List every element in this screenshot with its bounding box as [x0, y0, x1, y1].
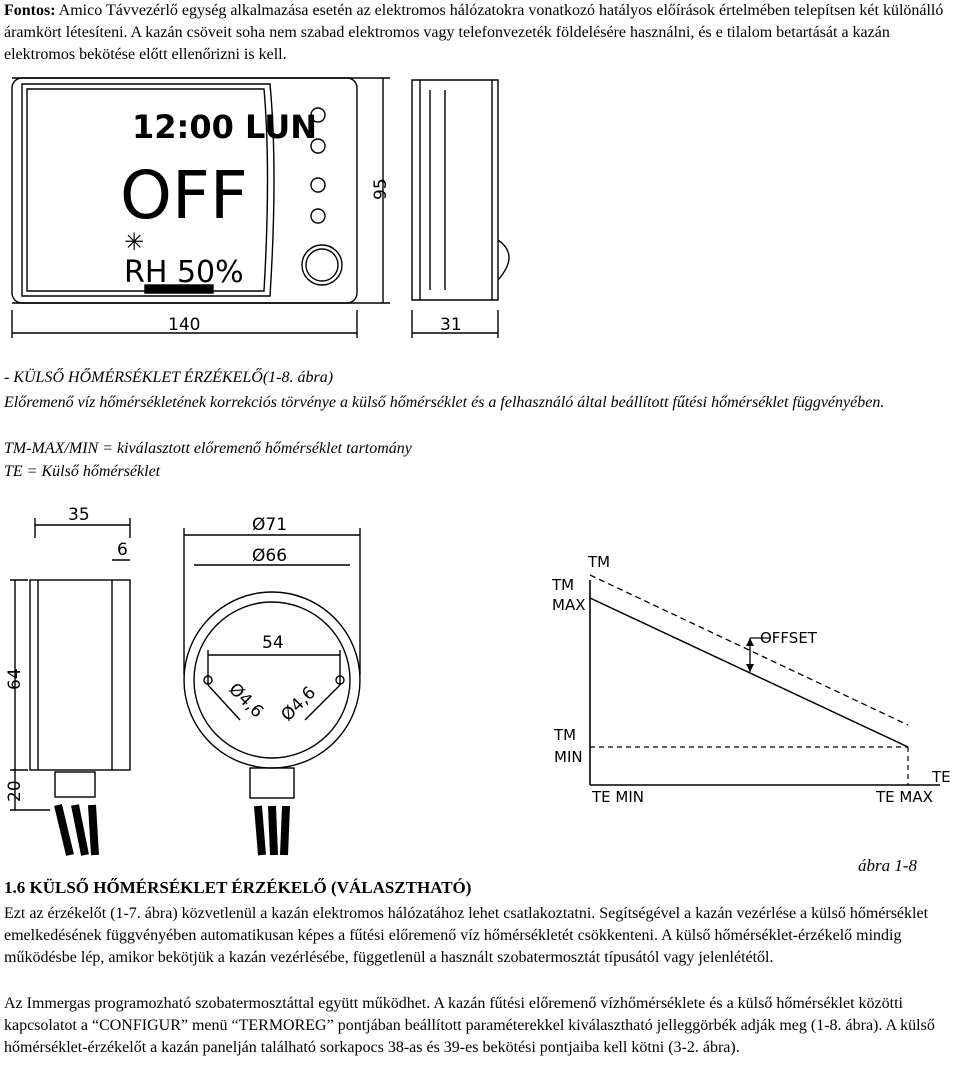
snowflake-icon: ✳	[124, 228, 145, 256]
dim-35-label: 35	[68, 505, 90, 525]
sensor-side-body	[30, 580, 130, 770]
body-paragraph-2: Az Immergas programozható szobatermosztáttal együtt működhet. A kazán fűtési előremenő vízhőmérséklete és a külső hőmérséklet közötti kapcsolatot a “CONFIGUR” menü “TERMOREG” pontjában beállított paraméterekkel kiválasztható jelleggörbék adják meg (1-8. ábra). A külső hőmérséklet-érzékelőt a kazán panelján található sorkapocs 38-as és 39-es bekötési pontjaiba kell kötni (3-2. ábra).	[4, 995, 935, 1056]
offset-curve-line	[590, 575, 908, 725]
display-status: OFF	[120, 157, 248, 234]
sensor-front-outer-ring	[184, 592, 360, 768]
button-icon-4	[311, 209, 325, 223]
tm-label: TM	[588, 553, 611, 571]
tm-min-label-2: MIN	[554, 748, 583, 766]
sensor-tm-definition: TM-MAX/MIN = kiválasztott előremenő hőmérséklet tartomány	[4, 440, 412, 457]
side-knob	[498, 240, 509, 280]
dim-depth-label: 31	[440, 315, 462, 335]
intro-text: Amico Távvezérlő egység alkalmazása esetén az elektromos hálózatokra vonatkozó hatályos előírások értelmében telepítsen két különálló áramkört létesíteni. A kazán csöveit soha nem szabad elektromos vagy telefonvezeték földelésére használni, és e tilalom betartását a kazán elektromos bekötése előtt ellenőrizni is kell.	[4, 2, 944, 63]
sensor-title: - KÜLSŐ HŐMÉRSÉKLET ÉRZÉKELŐ(1-8. ábra)	[4, 369, 334, 386]
intro-paragraph	[4, 0, 956, 66]
dim-71-label: Ø71	[252, 515, 288, 535]
tm-max-label-2: MAX	[552, 596, 586, 614]
body-paragraph-1: Ezt az érzékelőt (1-7. ábra) közvetlenül a kazán elektromos hálózatához lehet csatlakoztatni. Segítségével a kazán vezérlése a külső hőmérséklet emelkedésének függvényében automatikusan képes a fűtési előremenő víz hőmérsékletét csökkenteni. A külső hőmérséklet-érzékelő mindig működésbe lép, amikor bekötjük a kazán vezérlésébe, függetlenül a használt szobatermosztát típusától vagy jelenlététől.	[4, 905, 929, 966]
intro-label: Fontos:	[4, 2, 56, 19]
dim-6-label: 6	[117, 540, 128, 560]
display-humidity: RH 50%	[124, 255, 244, 290]
te-label: TE	[932, 768, 951, 786]
figure-caption: ábra 1-8	[858, 856, 918, 875]
sensor-te-definition: TE = Külső hőmérséklet	[4, 463, 161, 480]
sensor-description: Előremenő víz hőmérsékletének korrekciós törvénye a külső hőmérséklet és a felhasználó által beállított fűtési hőmérséklet függvényében.	[4, 394, 885, 411]
sensor-front-gland	[250, 768, 294, 798]
sensor-front-inner-ring	[194, 602, 350, 758]
rotary-knob	[302, 245, 342, 285]
dim-66-label: Ø66	[252, 546, 288, 566]
hole-right-label: Ø4,6	[277, 682, 321, 726]
te-max-label: TE MAX	[876, 788, 933, 806]
offset-label: OFFSET	[760, 629, 817, 647]
heating-curve-graph	[540, 550, 960, 810]
dim-height-label: 95	[371, 178, 391, 200]
te-min-label: TE MIN	[592, 788, 644, 806]
dim-20-label: 20	[5, 780, 25, 802]
dim-64-label: 64	[5, 668, 25, 690]
display-time: 12:00 LUN	[132, 108, 318, 146]
hole-left-label: Ø4,6	[224, 679, 268, 723]
section-heading: 1.6 KÜLSŐ HŐMÉRSÉKLET ÉRZÉKELŐ (VÁLASZTHATÓ)	[4, 878, 472, 897]
heating-curve-line	[590, 598, 908, 747]
sensor-drawing	[0, 505, 380, 855]
sensor-side-gland	[55, 772, 95, 797]
dim-54-label: 54	[262, 633, 284, 653]
dim-width-label: 140	[168, 315, 201, 335]
device-side-view	[412, 80, 498, 300]
remote-control-drawing	[0, 70, 520, 345]
tm-min-label-1: TM	[554, 726, 577, 744]
button-icon-3	[311, 178, 325, 192]
tm-max-label-1: TM	[552, 576, 575, 594]
